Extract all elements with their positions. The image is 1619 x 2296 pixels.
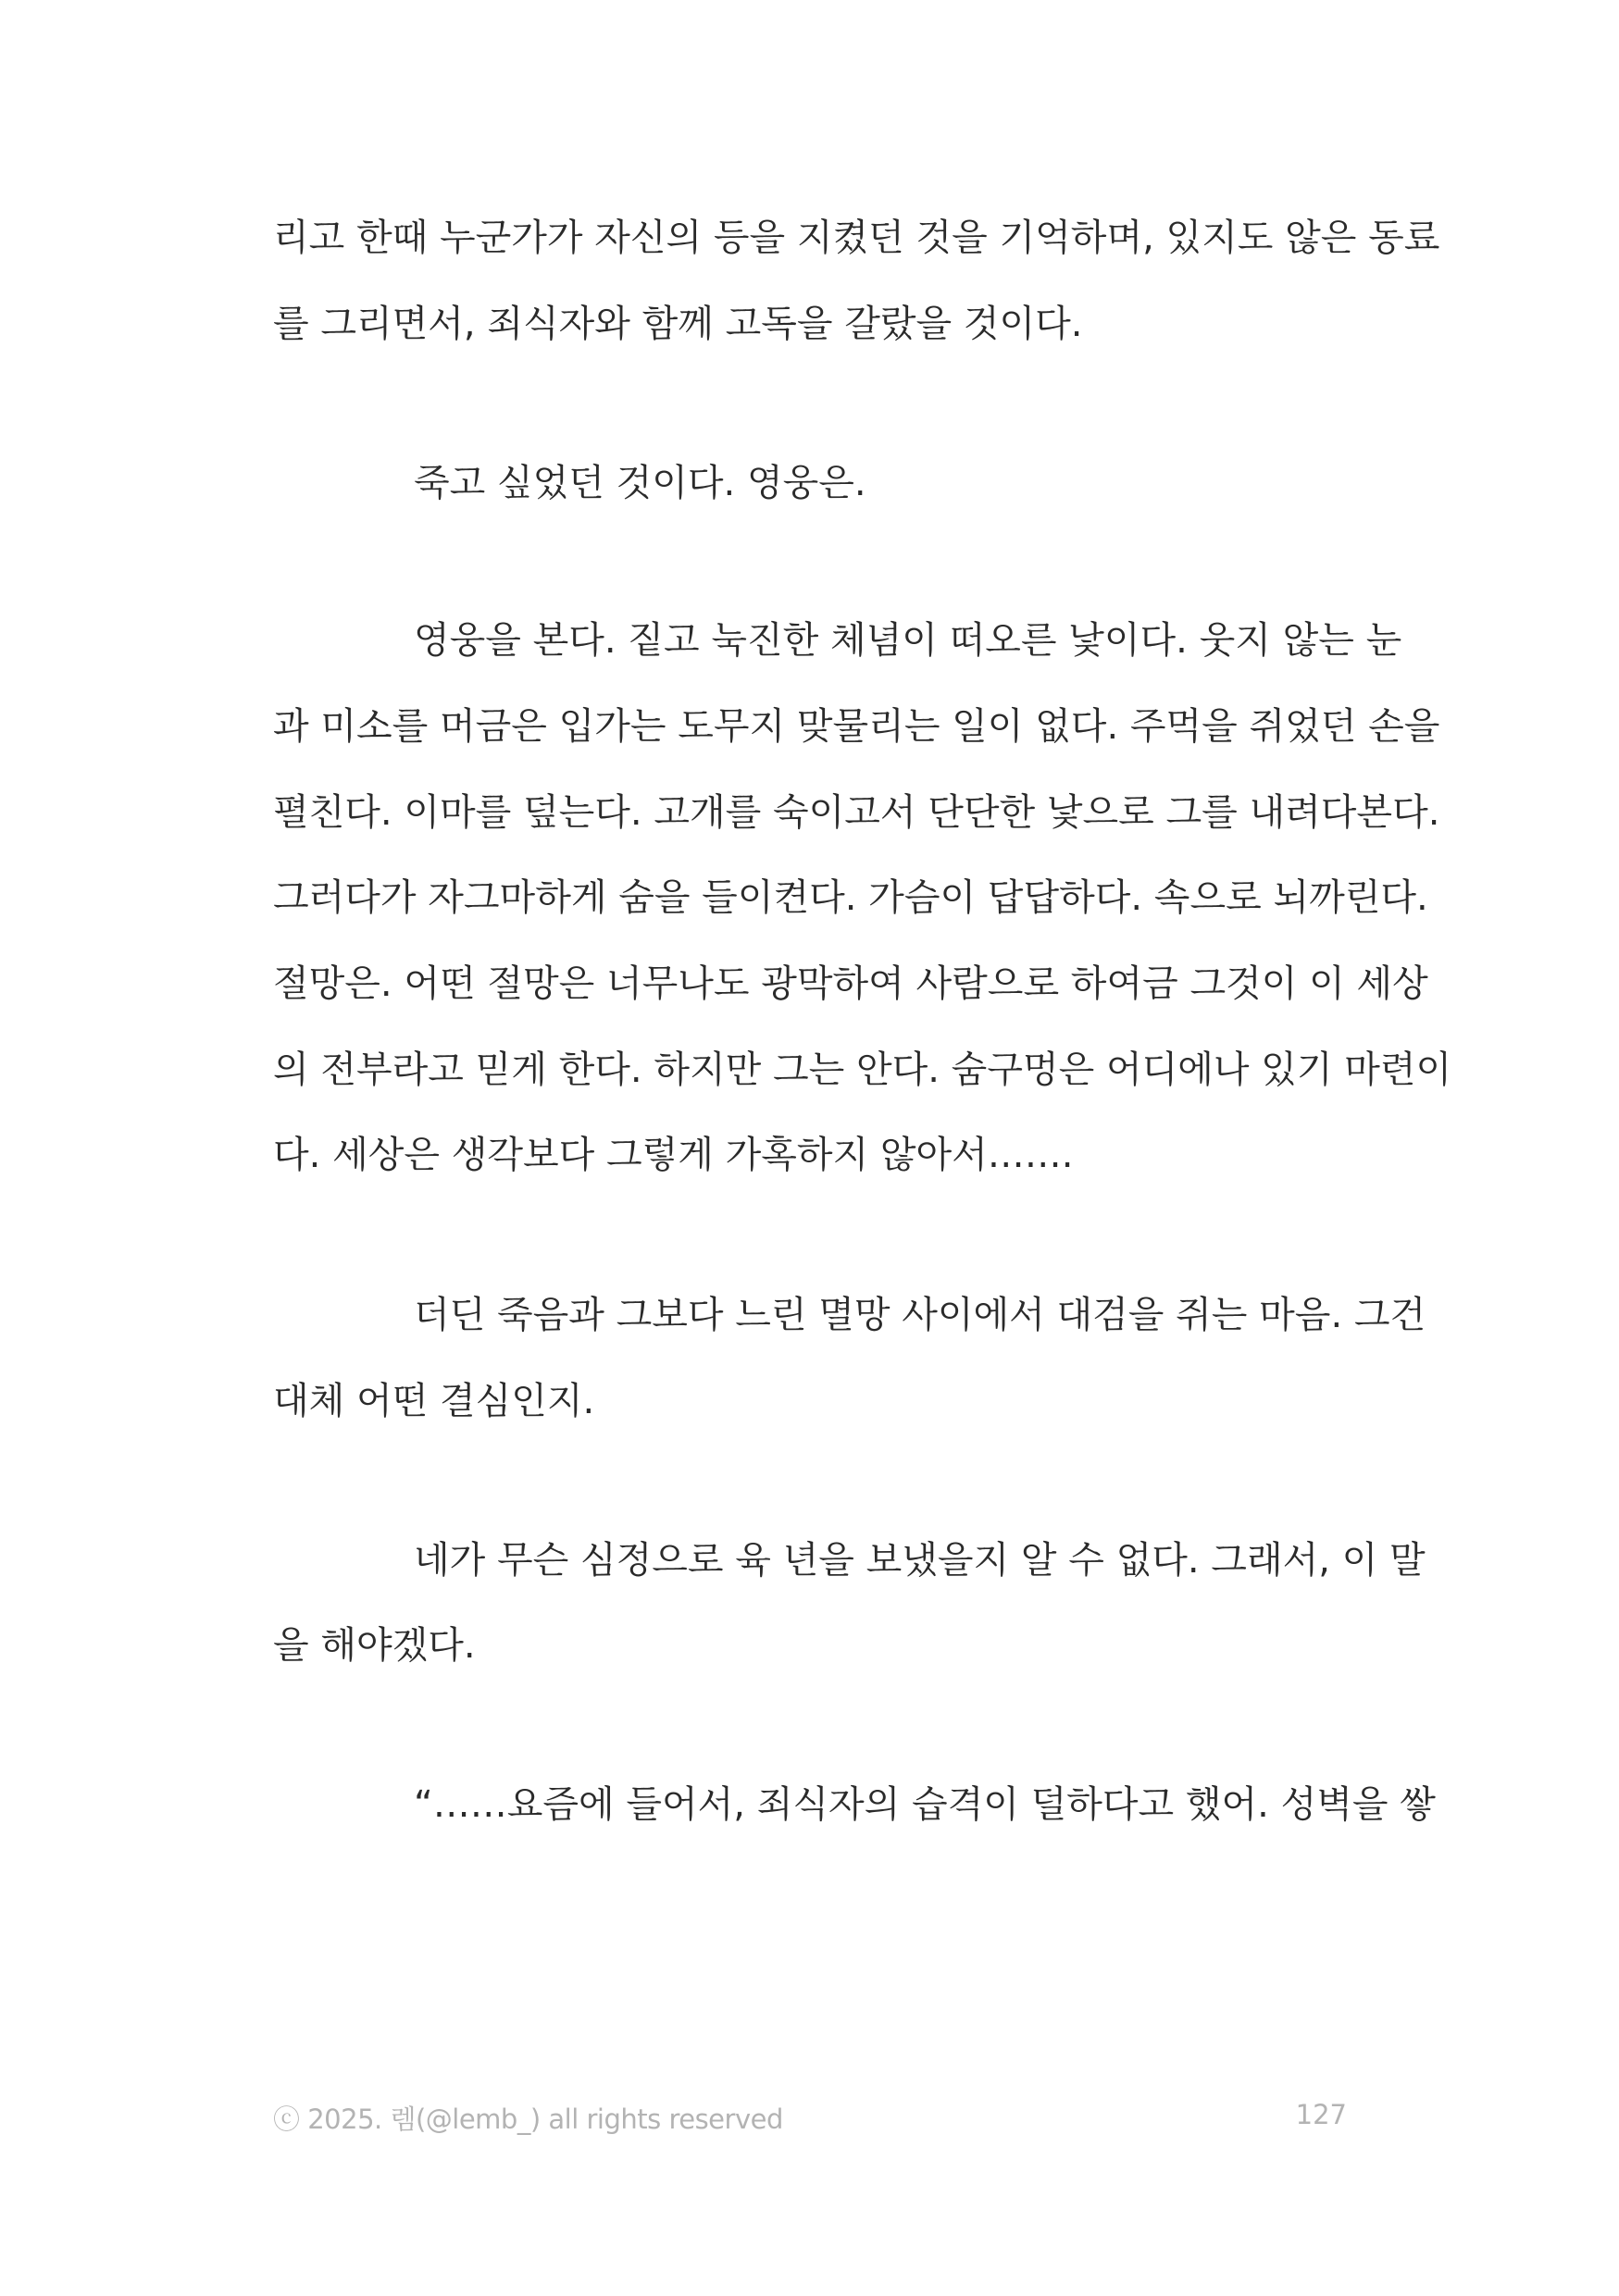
text-line: 그러다가 자그마하게 숨을 들이켠다. 가슴이 답답하다. 속으로 뇌까린다. xyxy=(273,876,1428,919)
text-line: 네가 무슨 심정으로 육 년을 보냈을지 알 수 없다. 그래서, 이 말 xyxy=(414,1539,1426,1582)
text-line: 더딘 죽음과 그보다 느린 멸망 사이에서 대검을 쥐는 마음. 그건 xyxy=(414,1294,1426,1336)
text-line: 과 미소를 머금은 입가는 도무지 맞물리는 일이 없다. 주먹을 쥐었던 손을 xyxy=(273,705,1440,748)
text-line: 리고 한때 누군가가 자신의 등을 지켰던 것을 기억하며, 있지도 않은 동료 xyxy=(273,217,1440,259)
text-line: 영웅을 본다. 짙고 눅진한 체념이 떠오른 낯이다. 웃지 않는 눈 xyxy=(414,619,1402,662)
text-line: 의 전부라고 믿게 한다. 하지만 그는 안다. 숨구멍은 어디에나 있기 마련이 xyxy=(273,1049,1452,1091)
page-number: 127 xyxy=(1295,2099,1347,2130)
text-line: 펼친다. 이마를 덮는다. 고개를 숙이고서 단단한 낯으로 그를 내려다본다. xyxy=(273,791,1440,834)
text-line: 을 해야겠다. xyxy=(273,1624,476,1667)
text-line: 를 그리면서, 죄식자와 함께 고독을 갈랐을 것이다. xyxy=(273,303,1083,345)
text-line: 다. 세상은 생각보다 그렇게 가혹하지 않아서……. xyxy=(273,1134,1074,1176)
copyright-notice: ⓒ 2025. 렘(@lemb_) all rights reserved xyxy=(273,2104,783,2135)
text-line: 대체 어떤 결심인지. xyxy=(273,1380,595,1422)
text-line: 죽고 싶었던 것이다. 영웅은. xyxy=(414,462,866,504)
text-line: “……요즘에 들어서, 죄식자의 습격이 덜하다고 했어. 성벽을 쌓 xyxy=(414,1783,1436,1826)
text-line: 절망은. 어떤 절망은 너무나도 광막하여 사람으로 하여금 그것이 이 세상 xyxy=(273,962,1428,1005)
